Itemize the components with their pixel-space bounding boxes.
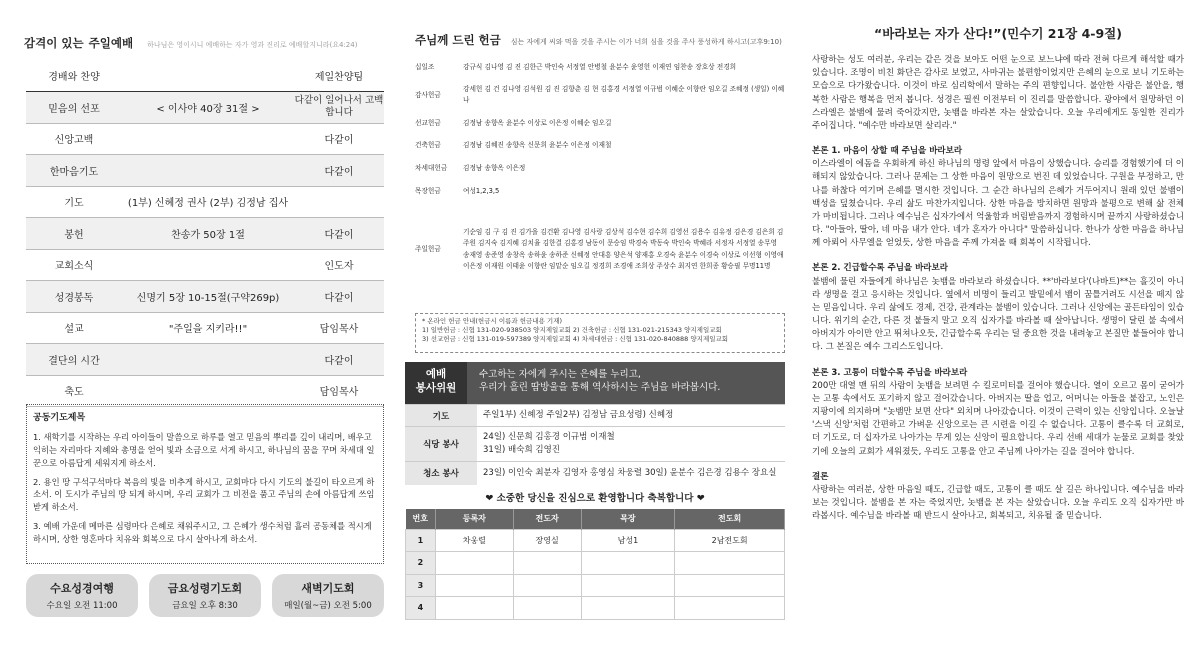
order-name: 한마음기도 (26, 155, 122, 187)
worship-order-row (26, 375, 384, 407)
offering-names: 여성1,2,3,5 (463, 187, 500, 195)
offering-row (415, 140, 785, 151)
offering-row (415, 84, 785, 107)
order-content: 찬송가 50장 1절 (122, 218, 294, 250)
order-leader: 담임목사 (294, 312, 384, 344)
worship-order-row (26, 344, 384, 376)
sermon-title: “바라보는 자가 산다!”(민수기 21장 4-9절) (874, 26, 1122, 41)
worship-order-row (26, 281, 384, 313)
order-content: < 이사야 40장 31절 > (122, 92, 294, 124)
service-row (405, 405, 785, 427)
offering-names: 김정남 김혜진 송향옥 신문희 윤분수 이은정 이재철 (463, 141, 612, 149)
offering-row (415, 186, 785, 197)
meeting-time: 수요일 오전 11:00 (46, 601, 118, 611)
prayer-item: 1. 새학기를 시작하는 우리 아이들이 말씀으로 하루를 열고 믿음의 뿌리를 깊이 내리며, 배우고 익히는 자리마다 지혜와 총명을 얻어 빛과 소금으로 서게 하시고, 하나님의 꿈을 꾸며 차세대 일꾼으로 아름답게 세워지게 하소서. (33, 432, 375, 468)
offering-type: 목장헌금 (415, 187, 441, 195)
newcomer-cell: 남성1 (581, 529, 675, 552)
newcomer-cell (435, 597, 513, 620)
offering-names: 강세헌 김 건 김나영 김석원 김 진 김향춘 김 현 김홍경 서정열 이규범 이혜순 이향란 임오길 조혜정 (생일) 이혜나 (463, 85, 785, 105)
meeting-time: 매일(월~금) 오전 5:00 (284, 601, 372, 611)
service-banner (405, 362, 785, 404)
offering-type: 건축헌금 (415, 141, 441, 149)
newcomer-row (406, 552, 785, 575)
order-leader: 담임목사 (294, 375, 384, 407)
newcomer-cell: 3 (406, 574, 436, 597)
offering-type: 십일조 (415, 63, 435, 71)
banner-line: 수고하는 자에게 주시는 은혜를 누리고, (479, 369, 641, 380)
offering-row (415, 118, 785, 129)
service-table (405, 404, 785, 485)
newcomer-row (406, 529, 785, 552)
offering-subtitle: 심는 자에게 씨와 먹을 것을 주시는 이가 너희 심을 것을 주사 풍성하게 하시고(고후9:10) (510, 38, 782, 46)
prayer-item: 3. 예배 가운데 메마른 심령마다 은혜로 채워주시고, 그 은혜가 생수처럼 흘러 공동체를 적시게 하시며, 상한 영혼마다 치유와 회복으로 다시 살아나게 하소서. (33, 521, 372, 545)
order-leader: 제일찬양팀 (314, 72, 364, 83)
order-leader: 다같이 일어나서 고백합니다 (294, 92, 384, 124)
newcomer-cell (435, 574, 513, 597)
sermon-point-heading: 본론 3. 고통이 더할수록 주님을 바라보라 (812, 367, 968, 378)
sermon-point-heading: 본론 2. 긴급할수록 주님을 바라보라 (812, 263, 948, 274)
meeting-time: 금요일 오후 8:30 (172, 601, 238, 611)
newcomer-cell (581, 597, 675, 620)
order-name: 설교 (26, 312, 122, 344)
meeting-title: 새벽기도회 (301, 582, 355, 595)
worship-order-row (26, 186, 384, 218)
order-content (122, 60, 294, 92)
newcomer-cell (675, 597, 785, 620)
order-leader: 다같이 (294, 155, 384, 187)
meeting-friday (149, 574, 261, 617)
newcomer-cell (513, 574, 581, 597)
newcomer-header: 목장 (581, 509, 675, 529)
newcomer-header: 번호 (406, 509, 436, 529)
order-leader: 다같이 (294, 281, 384, 313)
offering-names: 강규식 김나영 김 진 김한근 박인숙 서정열 안병철 윤분수 윤영헌 이재연 임찬송 장호상 전경희 (463, 63, 737, 71)
offering-column (405, 0, 785, 645)
sermon-point-body: 이스라엘이 에돔을 우회하게 하신 하나님의 명령 앞에서 마음이 상했습니다. 승리를 경험했기에 더 이해되지 않았습니다. 그러나 문제는 그 상한 마음이 원망으로 번진 데 있었습니다. 구원을 부정하고, 만나를 하찮다 여기며 은혜를 멸시한 것입니다. 그 순간 하나님의 은혜가 거두어지니 원래 있던 불뱀이 백성을 덮쳤습니다. 우리 삶도 마찬가지입니다. 상한 마음을 방치하면 원망과 불평으로 변해 삶 전체가 마비됩니다. 그러나 예수님은 십자가에서 억울함과 버림받음까지 경험하시며 끝까지 사랑하셨습니다. "아들아, 딸아, 네 마음 내가 안다. 네가 혼자가 아니다" 말씀하십니다. 한나가 상한 마음을 하나님께 아뢰어 사무엘을 얻었듯, 상한 마음을 주께 가져올 때 회복이 시작됩니다. (812, 159, 1184, 249)
offering-type: 주일헌금 (415, 245, 441, 254)
offering-row (415, 227, 785, 273)
worship-subtitle: 하나님은 영이시니 예배하는 자가 영과 진리로 예배할지니라(요4:24) (147, 41, 358, 49)
order-leader: 다같이 (294, 123, 384, 155)
order-content (122, 123, 294, 155)
order-content (122, 375, 294, 407)
order-content (122, 344, 294, 376)
worship-title-a: 감격이 있는 (24, 36, 84, 50)
meeting-title: 수요성경여행 (50, 582, 114, 595)
order-content (122, 249, 294, 281)
order-content (122, 155, 294, 187)
offering-title: 주님께 드린 헌금 (415, 33, 501, 47)
service-people: 주일1부) 신혜정 주일2부) 김정남 금요성령) 신혜정 (477, 405, 785, 427)
newcomer-cell (513, 597, 581, 620)
order-name: 믿음의 선포 (26, 92, 122, 124)
order-leader: 다같이 (294, 218, 384, 250)
offering-type: 감사헌금 (415, 90, 441, 99)
note-line: 1) 일반헌금 : 신협 131-020-938503 양지제일교회 2) 건축헌금 : 신협 131-021-215343 양지제일교회 (422, 325, 722, 334)
offering-row (415, 163, 785, 174)
service-row (405, 427, 785, 462)
order-leader: 다같이 (294, 344, 384, 376)
sermon-intro: 사랑하는 성도 여러분, 우리는 같은 것을 보아도 어떤 눈으로 보느냐에 따라 전혀 다르게 해석할 때가 있습니다. 조명이 비친 화단은 감사로 보였고, 사마귀는 불편함이었지만 은혜의 눈으로 보니 기도하는 모습으로 다가왔습니다. 이것이 바로 심리학에서 말하는 주의 편향입니다. 불안한 사람은 불안을, 행복한 사람은 행복을 먼저 봅니다. 성경은 필씬 이전부터 이 진리를 말씀합니다. 광야에서 원망하던 이스라엘은 불뱀에 물려 죽어갔지만, 놋뱀을 바라본 자는 살았습니다. 오늘 우리에게도 동일한 진리가 주어집니다. "예수만 바라보면 살리라." (812, 55, 1184, 131)
service-role: 청소 봉사 (405, 461, 477, 485)
newcomer-cell (675, 552, 785, 575)
newcomer-row (406, 574, 785, 597)
offering-names: 김정남 송향옥 윤분수 이상로 이은정 이혜순 임오길 (463, 119, 612, 127)
service-role: 기도 (405, 405, 477, 427)
welcome-text: ❤ 소중한 당신을 진심으로 환영합니다 축복합니다 ❤ (485, 493, 705, 504)
newcomer-cell (513, 552, 581, 575)
offering-names: 기순임 김 구 김 진 김가을 김건환 김나영 김사랑 김상석 김수현 김수희 김영선 김용수 김유정 김은경 김은희 김주원 김지숙 김지혜 김치율 김한결 김홍경 남동이 문승임 박경숙 박동숙 박인숙 박혜라 서정자 서정열 송무영 송재영 송준영 송창옥 송하윤 송하준 신혜정 안대흥 양은석 양재홍 오경숙 윤분수 이경숙 이상로 이선형 이영애 이은정 이재원 이태윤 이향란 임맡순 임오길 정경희 조경애 조희상 주상수 최지연 한희종 황승필 무명11명 (463, 228, 784, 271)
sermon-point (812, 367, 1184, 459)
order-content: 신명기 5장 10-15절(구약269p) (122, 281, 294, 313)
meeting-title: 금요성령기도회 (167, 582, 243, 595)
service-people: 23일) 이인숙 최분자 김영자 홍영심 차웅렬 30일) 윤분수 김은경 김용수 장요실 (477, 461, 785, 485)
newcomer-cell: 1 (406, 529, 436, 552)
newcomer-cell: 장영실 (513, 529, 581, 552)
sermon-point-body: 불뱀에 물린 자들에게 하나님은 놋뱀을 바라보라 하셨습니다. **'바라보다'(나바트)**는 흘깃이 아니라 생명을 걸고 응시하는 것입니다. 옆에서 비명이 들리고 발밑에서 뱀이 꿈틀거려도 시선을 떼지 않는 믿음입니다. 우리 삶에도 경제, 건강, 관계라는 불뱀이 있습니다. 그러나 신앙에는 골든타임이 있습니다. 위기의 순간, 다른 것 붙들지 말고 오직 십자가를 바라볼 때 살아납니다. 생명이 달린 불 속에서 아버지가 아이만 안고 뛰쳐나오듯, 긴급할수록 우리는 덜 중요한 것을 내려놓고 본질만 붙들어야 합니다. 그 본질은 예수 그리스도입니다. (812, 276, 1184, 353)
newcomer-cell: 2 (406, 552, 436, 575)
worship-order-table (26, 60, 384, 407)
order-name: 성경봉독 (26, 281, 122, 313)
newcomer-cell (581, 574, 675, 597)
newcomer-cell (435, 552, 513, 575)
offering-type: 선교헌금 (415, 119, 441, 127)
meeting-wednesday (26, 574, 138, 617)
sermon-column (812, 0, 1184, 645)
newcomer-cell: 4 (406, 597, 436, 620)
sermon-point (812, 262, 1184, 354)
prayer-item: 2. 용인 땅 구석구석마다 복음의 빛을 비추게 하시고, 교회마다 다시 기도의 불길이 타오르게 하소서. 이 도시가 주님의 땅 되게 하시며, 우리 교회가 그 비전을 품고 주님의 손에 아름답게 쓰임받게 하소서. (33, 476, 375, 513)
newcomer-cell (675, 574, 785, 597)
newcomer-header: 전도자 (513, 509, 581, 529)
order-name: 신앙고백 (26, 123, 122, 155)
common-prayer-box (26, 404, 384, 564)
note-title: * 온라인 헌금 안내(헌금시 이름과 헌금내용 기재) (422, 317, 563, 325)
service-people: 24일) 신문희 김홍경 이규범 이재철 31일) 배숙희 김영진 (477, 427, 785, 462)
order-leader: 인도자 (294, 249, 384, 281)
service-banner-box (405, 362, 467, 404)
order-content: "주일을 지키라!!" (122, 312, 294, 344)
worship-order-row (26, 155, 384, 187)
newcomer-row (406, 597, 785, 620)
offering-row (415, 62, 785, 73)
offering-type: 차세대헌금 (415, 164, 448, 172)
order-name: 교회소식 (26, 249, 122, 281)
order-name: 기도 (26, 186, 122, 218)
sermon-point-body: 사랑하는 여러분, 상한 마음일 때도, 긴급할 때도, 고통이 클 때도 살 길은 하나입니다. 예수님을 바라보는 것입니다. 불뱀을 본 자는 죽었지만, 놋뱀을 본 자는 살았습니다. 오늘 우리도 오직 십자가만 바라봅시다. 예수님을 바라볼 때 반드시 살아나고, 회복되고, 치유될 줄 믿습니다. (812, 484, 1184, 522)
order-content: (1부) 신혜정 권사 (2부) 김정남 집사 (122, 186, 294, 218)
note-line: 3) 선교헌금 : 신협 131-019-597389 양지제일교회 4) 차세대헌금 : 신협 131-020-840888 양지제일교회 (422, 334, 729, 343)
newcomer-cell: 차웅렬 (435, 529, 513, 552)
meeting-dawn (272, 574, 384, 617)
worship-order-row (26, 218, 384, 250)
order-name: 봉헌 (26, 218, 122, 250)
order-name: 경배와 찬양 (48, 72, 100, 83)
sermon-point (812, 471, 1184, 524)
banner-box-line: 봉사위원 (415, 382, 457, 395)
newcomer-header: 등록자 (435, 509, 513, 529)
offering-names: 김정남 송향옥 이은정 (463, 164, 526, 172)
newcomer-header: 전도회 (675, 509, 785, 529)
worship-order-row (26, 60, 384, 92)
newcomer-cell: 2남전도회 (675, 529, 785, 552)
sermon-point-body: 200만 대열 맨 뒤의 사람이 놋뱀을 보려면 수 킬로미터를 걸어야 했습니다. 열이 오르고 몸이 굳어가는 고통 속에서도 포기하지 않고 걸어갔습니다. 아버지는 딸을 업고, 어머니는 아들을 붙잡고, 노인은 지팡이에 의지하며 "놋뱀만 보면 산다" 외치며 나아갔습니다. 이것이 근력이 있는 신앙입니다. 오늘날 '스낵 신앙'처럼 간편하고 가벼운 신앙으로는 큰 시련을 이길 수 없습니다. 고통이 클수록 더 교회로, 더 기도로, 더 십자가로 나아가는 무게 있는 신앙이 필요합니다. 우리 선배 세대가 눈물로 교회를 찾았기에 오늘의 교회가 세워졌듯, 우리도 고통을 안고 주님께 나아가는 길을 걸어야 합니다. (812, 380, 1184, 457)
worship-title-b: 주일예배 (88, 36, 134, 50)
service-row (405, 461, 785, 485)
worship-order-row (26, 312, 384, 344)
worship-order-row (26, 92, 384, 124)
newcomer-cell (581, 552, 675, 575)
worship-column (24, 0, 384, 645)
sermon-point-heading: 본론 1. 마음이 상할 때 주님을 바라보라 (812, 146, 963, 157)
online-offering-note (415, 313, 785, 353)
service-role: 식당 봉사 (405, 427, 477, 462)
offering-header (415, 32, 782, 48)
worship-header (24, 32, 357, 51)
banner-line: 우리가 흘린 땀방울을 통해 역사하시는 주님을 바라봅시다. (479, 382, 721, 394)
newcomer-table (405, 509, 785, 620)
sermon-body (812, 54, 1184, 536)
prayer-title: 공동기도제목 (33, 413, 86, 423)
banner-box-line: 예배 (425, 368, 447, 380)
sermon-point (812, 145, 1184, 250)
worship-order-row (26, 249, 384, 281)
service-banner-text (479, 368, 720, 395)
sermon-point-heading: 결론 (812, 471, 829, 482)
worship-order-row (26, 123, 384, 155)
order-name: 결단의 시간 (26, 344, 122, 376)
order-name: 축도 (26, 375, 122, 407)
order-leader (294, 186, 384, 218)
